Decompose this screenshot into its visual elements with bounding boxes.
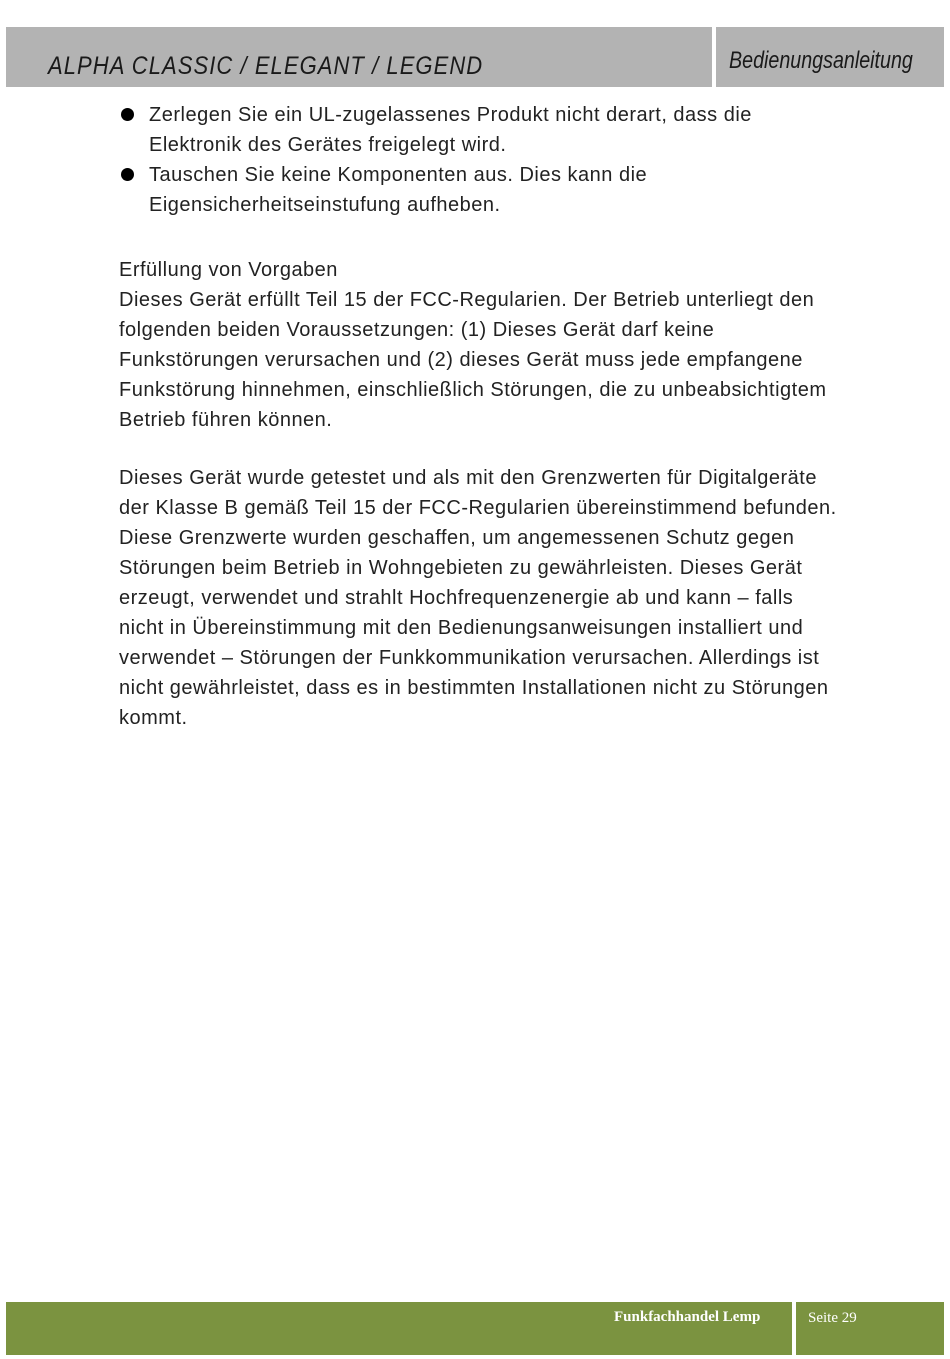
document-subtitle: Bedienungsanleitung bbox=[729, 47, 913, 74]
bullet-text: Zerlegen Sie ein UL-zugelassenes Produkt nicht derart, dass die Elektronik des Gerätes freigelegt wird. bbox=[149, 104, 752, 156]
footer-company: Funkfachhandel Lemp bbox=[614, 1309, 761, 1325]
paragraph-class-b: Dieses Gerät wurde getestet und als mit den Grenzwerten für Digitalgeräte der Klasse B gemäß Teil 15 der FCC-Regularien übereinstimmend befunden. Diese Grenzwerte wurden geschaffen, um angemessenen Schutz gegen Störungen beim Betrieb in Wohngebieten zu gewährleisten. Dieses Gerät erzeugt, verwendet und strahlt Hochfrequenzenergie ab und kann – falls nicht in Übereinstimmung mit den Bedienungsanweisungen installiert und verwendet – Störungen der Funkkommunikation verursachen. Allerdings ist nicht gewährleistet, dass es in bestimmten Installationen nicht zu Störungen kommt. bbox=[119, 467, 837, 729]
paragraph-compliance: Dieses Gerät erfüllt Teil 15 der FCC-Regularien. Der Betrieb unterliegt den folgenden beiden Voraussetzungen: (1) Dieses Gerät darf keine Funkstörungen verursachen und (2) dieses Gerät muss jede empfangene Funkstörung hinnehmen, einschließlich Störungen, die zu unbeabsichtigtem Betrieb führen können. bbox=[119, 289, 827, 431]
list-item bbox=[119, 160, 839, 220]
list-item bbox=[119, 100, 839, 160]
page-content bbox=[119, 100, 839, 733]
bullet-icon bbox=[121, 168, 134, 181]
page-number: Seite 29 bbox=[808, 1310, 857, 1326]
bullet-text: Tauschen Sie keine Komponenten aus. Dies kann die Eigensicherheitseinstufung aufheben. bbox=[149, 164, 648, 216]
bullet-list bbox=[119, 100, 839, 220]
document-title: ALPHA CLASSIC / ELEGANT / LEGEND bbox=[48, 52, 484, 80]
section-heading: Erfüllung von Vorgaben bbox=[119, 259, 338, 281]
bullet-icon bbox=[121, 108, 134, 121]
